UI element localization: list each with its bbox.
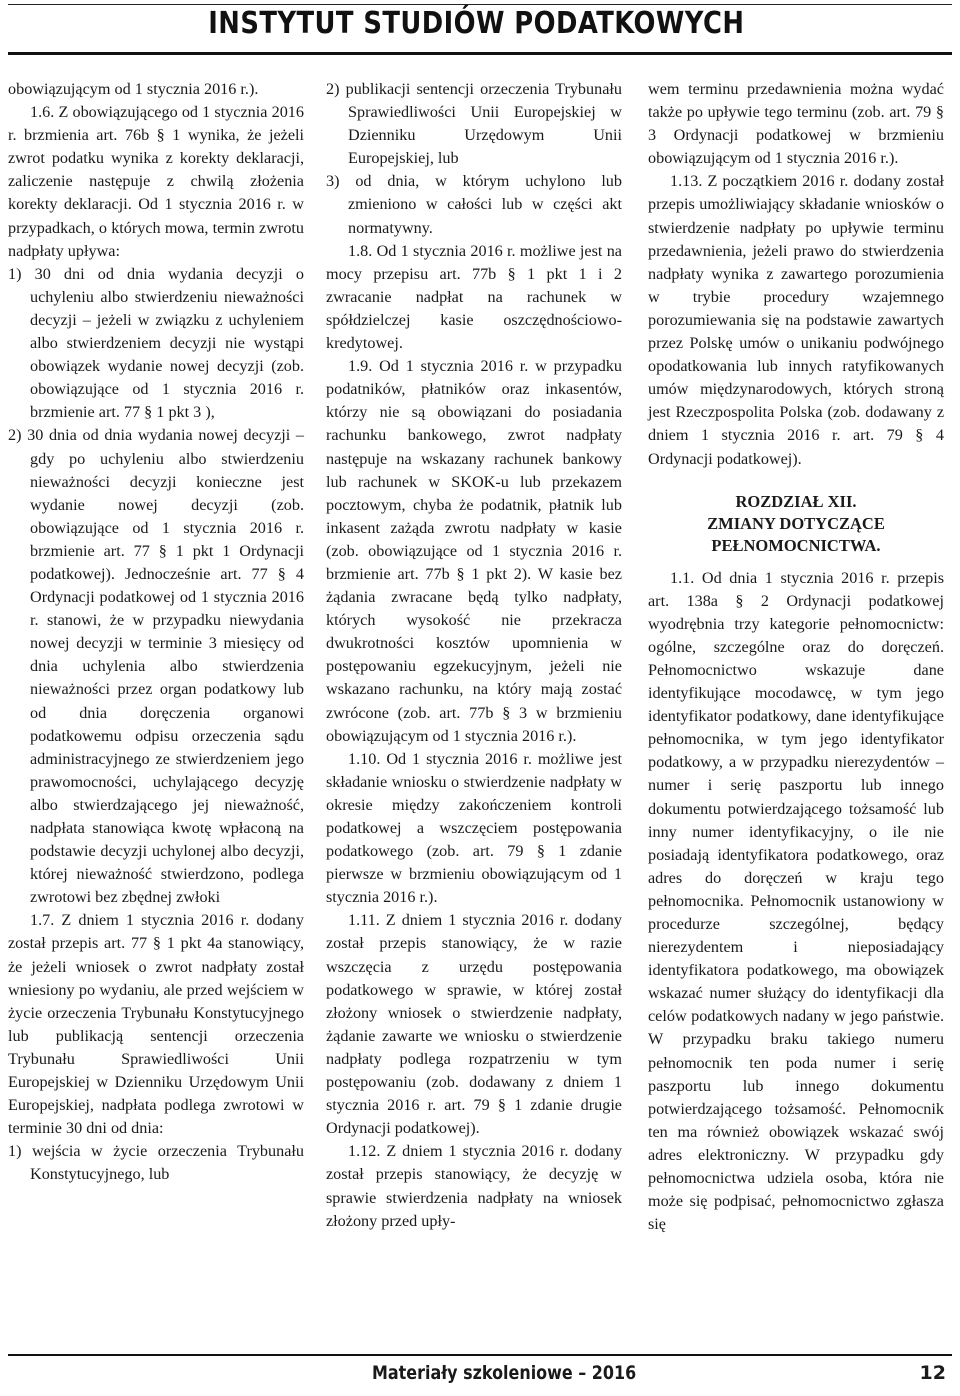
header-rule [8, 52, 952, 55]
list-item: 3) od dnia, w którym uchylono lub zmieniono w całości lub w części akt normatywny. [326, 172, 622, 237]
header-top-rule [8, 4, 952, 5]
footer-title: Materiały szkoleniowe – 2016 [372, 1362, 637, 1384]
paragraph: 1.1. Od dnia 1 stycznia 2016 r. przepis art. 138a § 2 Ordynacji podatkowej wyodrębnia trzy kategorie pełnomocnictw: ogólne, szczególne oraz do doręczeń. Pełnomocnictwo wskazuje dane identyfikujące mocodawcę, w tym jego identyfikator podatkowy, dane identyfikujące pełnomocnika, w tym jego identyfikator podatkowy, a w przypadku nierezydentów – numer i serię paszportu lub innego dokumentu potwierdzającego tożsamość lub inny numer identyfikacyjny, o ile nie posiadają identyfikatora podatkowego, oraz adres do doręczeń w kraju tego pełnomocnika. Pełnomocnik ustanowiony w procedurze szczególnej, będący nierezydentem i nieposiadający identyfikatora podatkowego, ma obowiązek wskazać numer służący do identyfikacji dla celów podatkowych nadany w jego państwie. W przypadku braku takiego numeru pełnomocnik ten poda numer i serię paszportu lub innego dokumentu potwierdzającego tożsamość. Pełnomocnik ten ma również obowiązek wskazać swój adres elektroniczny. W przypadku gdy pełnomocnictwa udziela osoba, która nie może się podpisać, pełnomocnictwo zgłasza się [648, 568, 944, 1234]
paragraph: wem terminu przedawnienia można wydać także po upływie tego terminu (zob. art. 79 § 3 Ordynacji podatkowej w brzmieniu obowiązującym od 1 stycznia 2016 r.). [648, 80, 944, 168]
paragraph: 1.9. Od 1 stycznia 2016 r. w przypadku podatników, płatników oraz inkasentów, którzy nie są obowiązani do posiadania rachunku bankowego, zwrot nadpłaty następuje na wskazany rachunek bankowy lub rachunek w SKOK-u lub przekazem pocztowym, chyba że podatnik, płatnik lub inkasent zażąda zwrotu nadpłaty w kasie (zob. obowiązujące od 1 stycznia 2016 r. brzmienie art. 77b § 1 pkt 2). W kasie bez żądania zwracane będą tylko nadpłaty, których wysokość nie przekracza dwukrotności kosztów upomnienia w postępowaniu egzekucyjnym, jeżeli nie wskazano rachunku, na który mają zostać zwrócone (zob. art. 77b § 3 w brzmieniu obowiązującym od 1 stycznia 2016 r.). [326, 357, 622, 745]
paragraph: 1.6. Z obowiązującego od 1 stycznia 2016 r. brzmienia art. 76b § 1 wynika, że jeżeli zwrot podatku wynika z korekty deklaracji, zaliczenie następuje z chwilą złożenia korekty deklaracji. Od 1 stycznia 2016 r. w przypadkach, o których mowa, termin zwrotu nadpłaty upływa: [8, 103, 304, 260]
chapter-title-line: ZMIANY DOTYCZĄCE [707, 513, 885, 533]
column-1 [8, 78, 304, 1187]
page-number: 12 [919, 1362, 946, 1384]
footer-rule [8, 1354, 952, 1356]
paragraph: obowiązującym od 1 stycznia 2016 r.). [8, 80, 259, 98]
chapter-number: ROZDZIAŁ XII. [735, 491, 857, 511]
paragraph: 1.11. Z dniem 1 stycznia 2016 r. dodany został przepis stanowiący, że w razie wszczęcia z urzędu postępowania podatkowego w sprawie, w której został złożony wniosek o stwierdzenie nadpłaty, żądanie zawarte we wniosku o stwierdzenie nadpłaty podlega rozpatrzeniu w tym postępowaniu (zob. dodawany z dniem 1 stycznia 2016 r. art. 79 § 1 zdanie drugie Ordynacji podatkowej). [326, 911, 622, 1138]
paragraph: 1.10. Od 1 stycznia 2016 r. możliwe jest składanie wniosku o stwierdzenie nadpłaty w okresie między zakończeniem kontroli podatkowej a wszczęciem postępowania podatkowego (zob. art. 79 § 1 zdanie pierwsze w brzmieniu obowiązującym od 1 stycznia 2016 r.). [326, 749, 622, 907]
chapter-heading [648, 491, 944, 557]
paragraph: 1.13. Z początkiem 2016 r. dodany został przepis umożliwiający składanie wniosków o stwierdzenie nadpłaty po upływie terminu przedawnienia, jeżeli prawo do stwierdzenia nadpłaty wynika z zawartego porozumienia w trybie procedury wzajemnego porozumiewania się na podstawie zawartych przez Polskę umów o unikaniu podwójnego opodatkowania lub innych ratyfikowanych umów międzynarodowych, których stroną jest Rzeczpospolita Polska (zob. dodawany z dniem 1 stycznia 2016 r. art. 79 § 4 Ordynacji podatkowej). [648, 172, 944, 468]
column-3 [648, 78, 944, 1236]
list-item: 1) 30 dni od dnia wydania decyzji o uchyleniu albo stwierdzeniu nieważności decyzji – jeżeli w związku z uchyleniem albo stwierdzeniem decyzji nie wystąpi obowiązek wydanie nowej decyzji (zob. obowiązujące od 1 stycznia 2016 r. brzmienie art. 77 § 1 pkt 3 ), [8, 264, 304, 422]
page-header [0, 0, 960, 58]
chapter-title-line: PEŁNOMOCNICTWA. [711, 535, 881, 555]
list-item: 2) publikacji sentencji orzeczenia Trybunału Sprawiedliwości Unii Europejskiej w Dzienniku Urzędowym Unii Europejskiej, lub [326, 80, 622, 168]
list-item: 1) wejścia w życie orzeczenia Trybunału Konstytucyjnego, lub [8, 1142, 304, 1184]
page-footer [0, 1354, 960, 1396]
paragraph: 1.7. Z dniem 1 stycznia 2016 r. dodany został przepis art. 77 § 1 pkt 4a stanowiący, że jeżeli wniosek o zwrot nadpłaty został wniesiony po wydaniu, ale przed wejściem w życie orzeczenia Trybunału Konstytucyjnego lub publikacją sentencji orzeczenia Trybunału Sprawiedliwości Unii Europejskiej w Dzienniku Urzędowym Unii Europejskiej, nadpłata podlega zwrotowi w terminie 30 dni od dnia: [8, 911, 304, 1138]
paragraph: 1.8. Od 1 stycznia 2016 r. możliwe jest na mocy przepisu art. 77b § 1 pkt 1 i 2 zwracanie nadpłat na rachunek w spółdzielczej kasie oszczędnościowo-kredytowej. [326, 241, 622, 353]
paragraph: 1.12. Z dniem 1 stycznia 2016 r. dodany został przepis stanowiący, że decyzję w sprawie stwierdzenia nadpłaty na wniosek złożony przed upły- [326, 1142, 622, 1230]
header-title: INSTYTUT STUDIÓW PODATKOWYCH [207, 6, 744, 41]
column-2 [326, 78, 622, 1233]
list-item: 2) 30 dnia od dnia wydania nowej decyzji – gdy po uchyleniu albo stwierdzeniu nieważności decyzji konieczne jest wydanie nowej decyzji (zob. obowiązujące od 1 stycznia 2016 r. brzmienie art. 77 § 1 pkt 1 Ordynacji podatkowej). Jednocześnie art. 77 § 4 Ordynacji podatkowej od 1 stycznia 2016 r. stanowi, że w przypadku niewydania nowej decyzji w terminie 3 miesięcy od dnia uchylenia albo stwierdzenia nieważności przez organ podatkowy lub od dnia doręczenia organowi podatkowemu odpisu orzeczenia sądu administracyjnego ze stwierdzeniem jego prawomocności, uchylającego decyzję albo stwierdzającego jej nieważność, nadpłata stanowiąca kwotę wpłaconą na podstawie decyzji uchylonej albo decyzji, której nieważność stwierdzono, podlega zwrotowi bez zbędnej zwłoki [8, 426, 304, 907]
text-columns [0, 64, 960, 1354]
